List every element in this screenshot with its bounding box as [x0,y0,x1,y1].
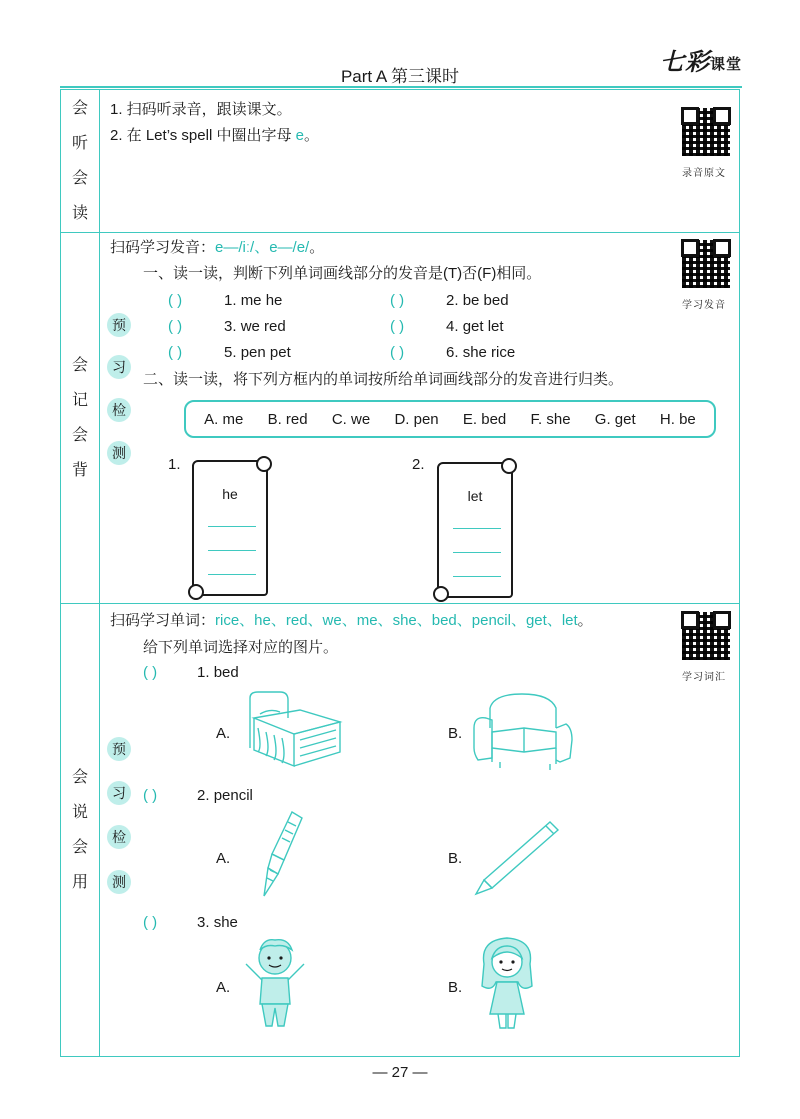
answer-blank[interactable]: ( ) [143,664,158,681]
answer-blank[interactable]: ( ) [390,292,405,309]
qr-caption-recording: 录音原文 [682,168,726,179]
qr-code-vocabulary[interactable] [680,610,732,662]
pencil-picture[interactable] [472,818,562,898]
answer-blank[interactable]: ( ) [168,344,183,361]
item-num: 6. [446,344,459,361]
section-divider-2 [60,603,740,604]
tf-item [168,343,291,363]
item-words: we red [240,318,286,335]
word-option: B. red [267,410,308,428]
question-word: pencil [213,787,253,804]
scroll-curl [256,456,272,472]
s3-intro [110,611,593,631]
badge-ce: 测 [107,870,131,894]
scroll-let [437,462,513,598]
question-num: 3. [197,914,210,931]
question-2 [143,786,253,806]
s3-intro-words: rice、he、red、we、me、she、bed、pencil、get、let [215,612,578,629]
tf-item [168,317,286,337]
s3-intro-end: 。 [577,612,593,629]
word-option: H. be [659,410,696,428]
label-char: 记 [71,391,88,409]
brand-sub: 课堂 [709,55,742,73]
item-num: 3. [224,318,237,335]
option-a-label: A. [216,850,231,867]
item-words: me he [240,292,283,309]
word-option: G. get [594,410,636,428]
answer-line[interactable] [453,576,501,577]
label-char: 会 [71,426,88,444]
qr-code-recording[interactable] [680,106,732,158]
scroll-curl [188,584,204,600]
tf-item [168,291,282,311]
answer-line[interactable] [453,552,501,553]
girl-picture[interactable] [470,934,544,1034]
item-words: get let [462,318,504,335]
question-1 [143,663,239,683]
scroll-word: let [467,488,483,504]
boy-picture[interactable] [238,934,312,1034]
answer-blank[interactable]: ( ) [390,318,405,335]
page-title: Part A 第三课时 [340,67,460,86]
tf-item [390,317,504,337]
scroll-he [192,460,268,596]
answer-line[interactable] [453,528,501,529]
item-num: 5. [224,344,237,361]
item-words: pen pet [240,344,291,361]
word-option: C. we [331,410,371,428]
label-char: 会 [71,356,88,374]
s1-instruction-2-end: 。 [303,127,319,144]
scroll-curl [433,586,449,602]
answer-blank[interactable]: ( ) [143,787,158,804]
answer-line[interactable] [208,574,256,575]
question-3 [143,913,238,933]
scroll-num: 2. [412,456,425,473]
badge-jian: 检 [107,825,131,849]
letter-e: e [295,127,304,144]
s2-intro-sounds: e—/iː/、e—/e/ [215,239,310,256]
word-option: E. bed [462,410,507,428]
label-char: 会 [71,769,88,786]
item-num: 1. [224,292,237,309]
qr-caption-vocabulary: 学习词汇 [682,672,726,683]
badge-xi: 习 [107,781,131,805]
answer-blank[interactable]: ( ) [143,914,158,931]
part1-title: 一、读一读，判断下列单词画线部分的发音是(T)否(F)相同。 [143,265,542,282]
item-words: she rice [462,344,516,361]
question-num: 2. [197,787,210,804]
s1-instruction-1: 1. 扫码听录音，跟读课文。 [110,101,292,118]
section2-label [60,232,100,603]
label-char: 背 [71,461,88,479]
question-word: bed [213,664,239,681]
label-char: 会 [71,839,88,856]
header-rule [60,86,742,88]
s1-instruction-2 [110,126,319,146]
s2-intro-text: 扫码学习发音： [110,239,216,256]
label-char: 会 [71,99,88,117]
tf-item [390,291,509,311]
worksheet-frame [60,89,740,1057]
question-num: 1. [197,664,210,681]
badge-yu: 预 [107,737,131,761]
label-char: 用 [71,874,88,891]
option-b-label: B. [448,725,463,742]
section3-label [60,603,100,1057]
question-word: she [213,914,238,931]
scroll-curl [501,458,517,474]
qr-code-pronunciation[interactable] [680,238,732,290]
option-a-label: A. [216,979,231,996]
s3-instruction: 给下列单词选择对应的图片。 [143,639,339,656]
label-char: 听 [71,134,88,152]
label-char: 说 [71,804,88,821]
badge-xi: 习 [107,355,131,379]
badge-jian: 检 [107,398,131,422]
tf-item [390,343,515,363]
scroll-num: 1. [168,456,181,473]
word-option: D. pen [394,410,439,428]
option-a-label: A. [216,725,231,742]
bed-picture[interactable] [240,688,344,776]
s1-instruction-2-text: 2. 在 Let’s spell 中圈出字母 [110,127,296,144]
word-option: A. me [204,410,244,428]
section-divider-1 [60,232,740,233]
s2-intro [110,238,324,258]
part2-title: 二、读一读，将下列方框内的单词按所给单词画线部分的发音进行归类。 [143,371,624,388]
answer-line[interactable] [208,526,256,527]
badge-ce: 测 [107,441,131,465]
word-option: F. she [530,410,571,428]
qr-caption-pronunciation: 学习发音 [682,300,726,311]
answer-blank[interactable]: ( ) [168,318,183,335]
fountain-pen-picture[interactable] [248,808,308,902]
item-num: 4. [446,318,459,335]
answer-blank[interactable]: ( ) [390,344,405,361]
word-bank [184,400,716,438]
option-b-label: B. [448,979,463,996]
answer-line[interactable] [208,550,256,551]
label-char: 读 [71,204,88,222]
label-char: 会 [71,169,88,187]
brand-logo [660,42,742,77]
scroll-word: he [222,486,238,502]
brand-main: 七彩 [659,47,710,76]
s3-intro-text: 扫码学习单词： [110,612,216,629]
page-number: — 27 — [372,1064,428,1081]
item-words: be bed [462,292,509,309]
s2-intro-end: 。 [309,239,325,256]
sofa-picture[interactable] [470,688,574,776]
item-num: 2. [446,292,459,309]
option-b-label: B. [448,850,463,867]
section1-label [60,89,100,232]
answer-blank[interactable]: ( ) [168,292,183,309]
badge-yu: 预 [107,313,131,337]
